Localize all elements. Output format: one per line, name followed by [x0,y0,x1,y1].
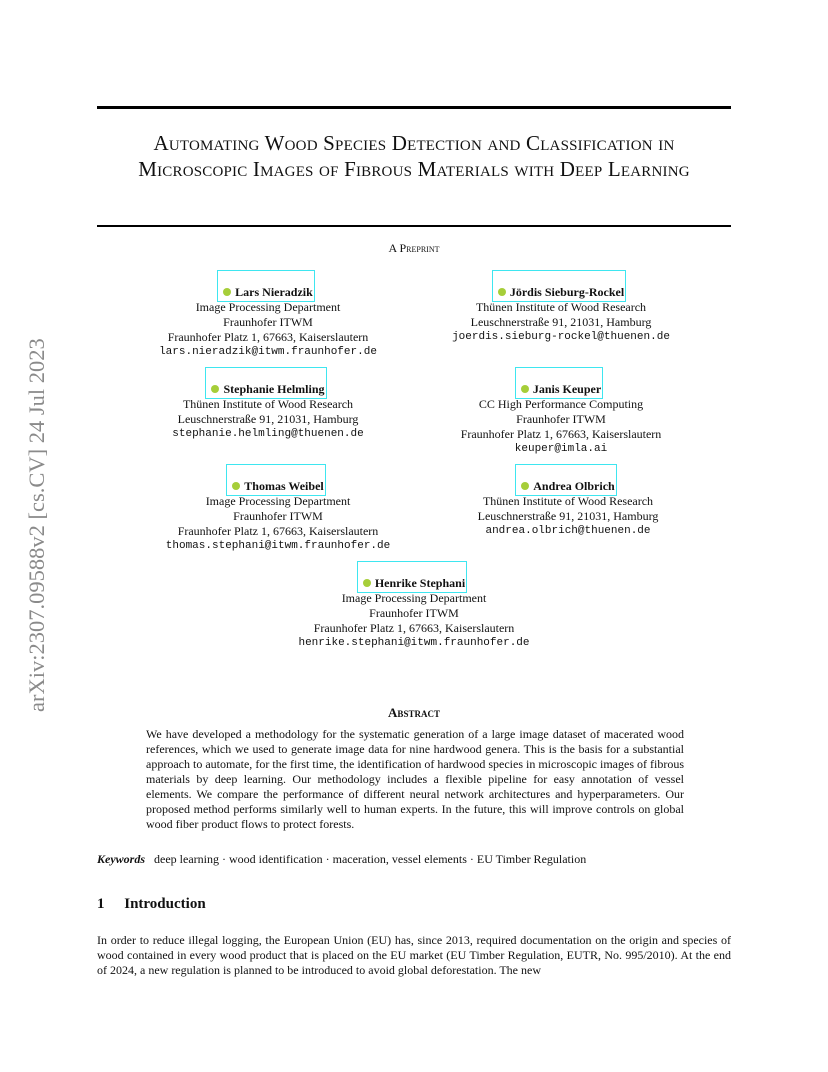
author-block [418,479,718,539]
author-affiliation: Fraunhofer ITWM [233,509,323,523]
author-address: Fraunhofer Platz 1, 67663, Kaiserslautern [313,621,515,635]
link-box [217,270,315,302]
author-affiliation: CC High Performance Computing [478,397,644,411]
author-email[interactable]: henrike.stephani@itwm.fraunhofer.de [298,637,530,649]
title-rule-bottom [97,225,731,227]
link-box [357,561,467,593]
author-email[interactable]: keuper@imla.ai [514,443,608,455]
author-address: Fraunhofer Platz 1, 67663, Kaiserslautern [177,524,379,538]
author-affiliation: Thünen Institute of Wood Research [182,397,354,411]
author-name: Janis Keuper [532,382,602,396]
author-affiliation: Image Processing Department [341,591,487,605]
author-block [411,382,711,457]
introduction-text: In order to reduce illegal logging, the European Union (EU) has, since 2013, required documentation on the origin and species of wood contained in every wood product that is placed on the EU market (EU Timber Regulation, EUTR, No. 995/2010). At the end of 2024, a new regulation is planned to be introduced to avoid global deforestation. The new [97,933,731,977]
link-box [226,464,325,496]
author-block [118,285,418,360]
author-block [118,382,418,442]
author-name: Henrike Stephani [374,576,466,590]
section-title: Introduction [124,896,206,912]
author-block [128,479,428,554]
link-box [515,464,616,496]
author-address: Fraunhofer Platz 1, 67663, Kaiserslautern [167,330,369,344]
author-name-link[interactable] [521,479,614,494]
title-rule-top [97,106,731,109]
author-name-link[interactable] [232,479,323,494]
author-address: Fraunhofer Platz 1, 67663, Kaiserslautern [460,427,662,441]
link-box [515,367,603,399]
author-email[interactable]: stephanie.helmling@thuenen.de [172,428,364,440]
arxiv-identifier: arXiv:2307.09588v2 [cs.CV] 24 Jul 2023 [24,338,49,712]
preprint-label: A Preprint [388,241,440,255]
keywords-label: Keywords [97,852,145,866]
author-address: Leuschnerstraße 91, 21031, Hamburg [177,412,359,426]
author-block [264,576,564,651]
keywords-line [97,852,731,867]
author-affiliation: Fraunhofer ITWM [516,412,606,426]
keywords-text: deep learning · wood identification · maceration, vessel elements · EU Timber Regulation [154,852,587,866]
author-affiliation: Image Processing Department [205,494,351,508]
author-name: Thomas Weibel [244,479,324,493]
author-name-link[interactable] [521,382,601,397]
author-address: Leuschnerstraße 91, 21031, Hamburg [470,315,652,329]
link-box [205,367,326,399]
author-email[interactable]: lars.nieradzik@itwm.fraunhofer.de [159,346,377,358]
link-box [492,270,626,302]
author-name: Stephanie Helmling [223,382,325,396]
author-affiliation: Thünen Institute of Wood Research [475,300,647,314]
abstract-heading: Abstract [388,705,440,720]
author-affiliation: Thünen Institute of Wood Research [482,494,654,508]
author-name-link[interactable] [498,285,624,300]
author-name: Lars Nieradzik [235,285,313,299]
abstract-text: We have developed a methodology for the systematic generation of a large image dataset of macerated wood references, which we used to generate image data for nine hardwood genera. This is the basis for a substantial approach to automate, for the first time, the identification of hardwood species in microscopic images of fibrous materials by deep learning. Our methodology includes a flexible pipeline for easy annotation of vessel elements. We compare the performance of different neural network architectures and hyperparameters. Our proposed method performs similarly well to human experts. In the future, this will improve controls on global wood fiber product flows to protect forests. [146,727,684,831]
author-affiliation: Fraunhofer ITWM [369,606,459,620]
author-name: Jördis Sieburg-Rockel [509,285,625,299]
author-address: Leuschnerstraße 91, 21031, Hamburg [477,509,659,523]
author-name-link[interactable] [363,576,465,591]
paper-title: Automating Wood Species Detection and Classification in Microscopic Images of Fibrous Materials with Deep Learning [138,131,690,181]
section-number: 1 [97,896,105,912]
author-name: Andrea Olbrich [533,479,615,493]
author-block [411,285,711,345]
author-email[interactable]: joerdis.sieburg-rockel@thuenen.de [452,331,670,343]
author-affiliation: Fraunhofer ITWM [223,315,313,329]
section-heading [97,896,206,913]
author-name-link[interactable] [211,382,324,397]
author-email[interactable]: andrea.olbrich@thuenen.de [485,525,651,537]
author-name-link[interactable] [223,285,313,300]
author-email[interactable]: thomas.stephani@itwm.fraunhofer.de [165,540,391,552]
author-affiliation: Image Processing Department [195,300,341,314]
